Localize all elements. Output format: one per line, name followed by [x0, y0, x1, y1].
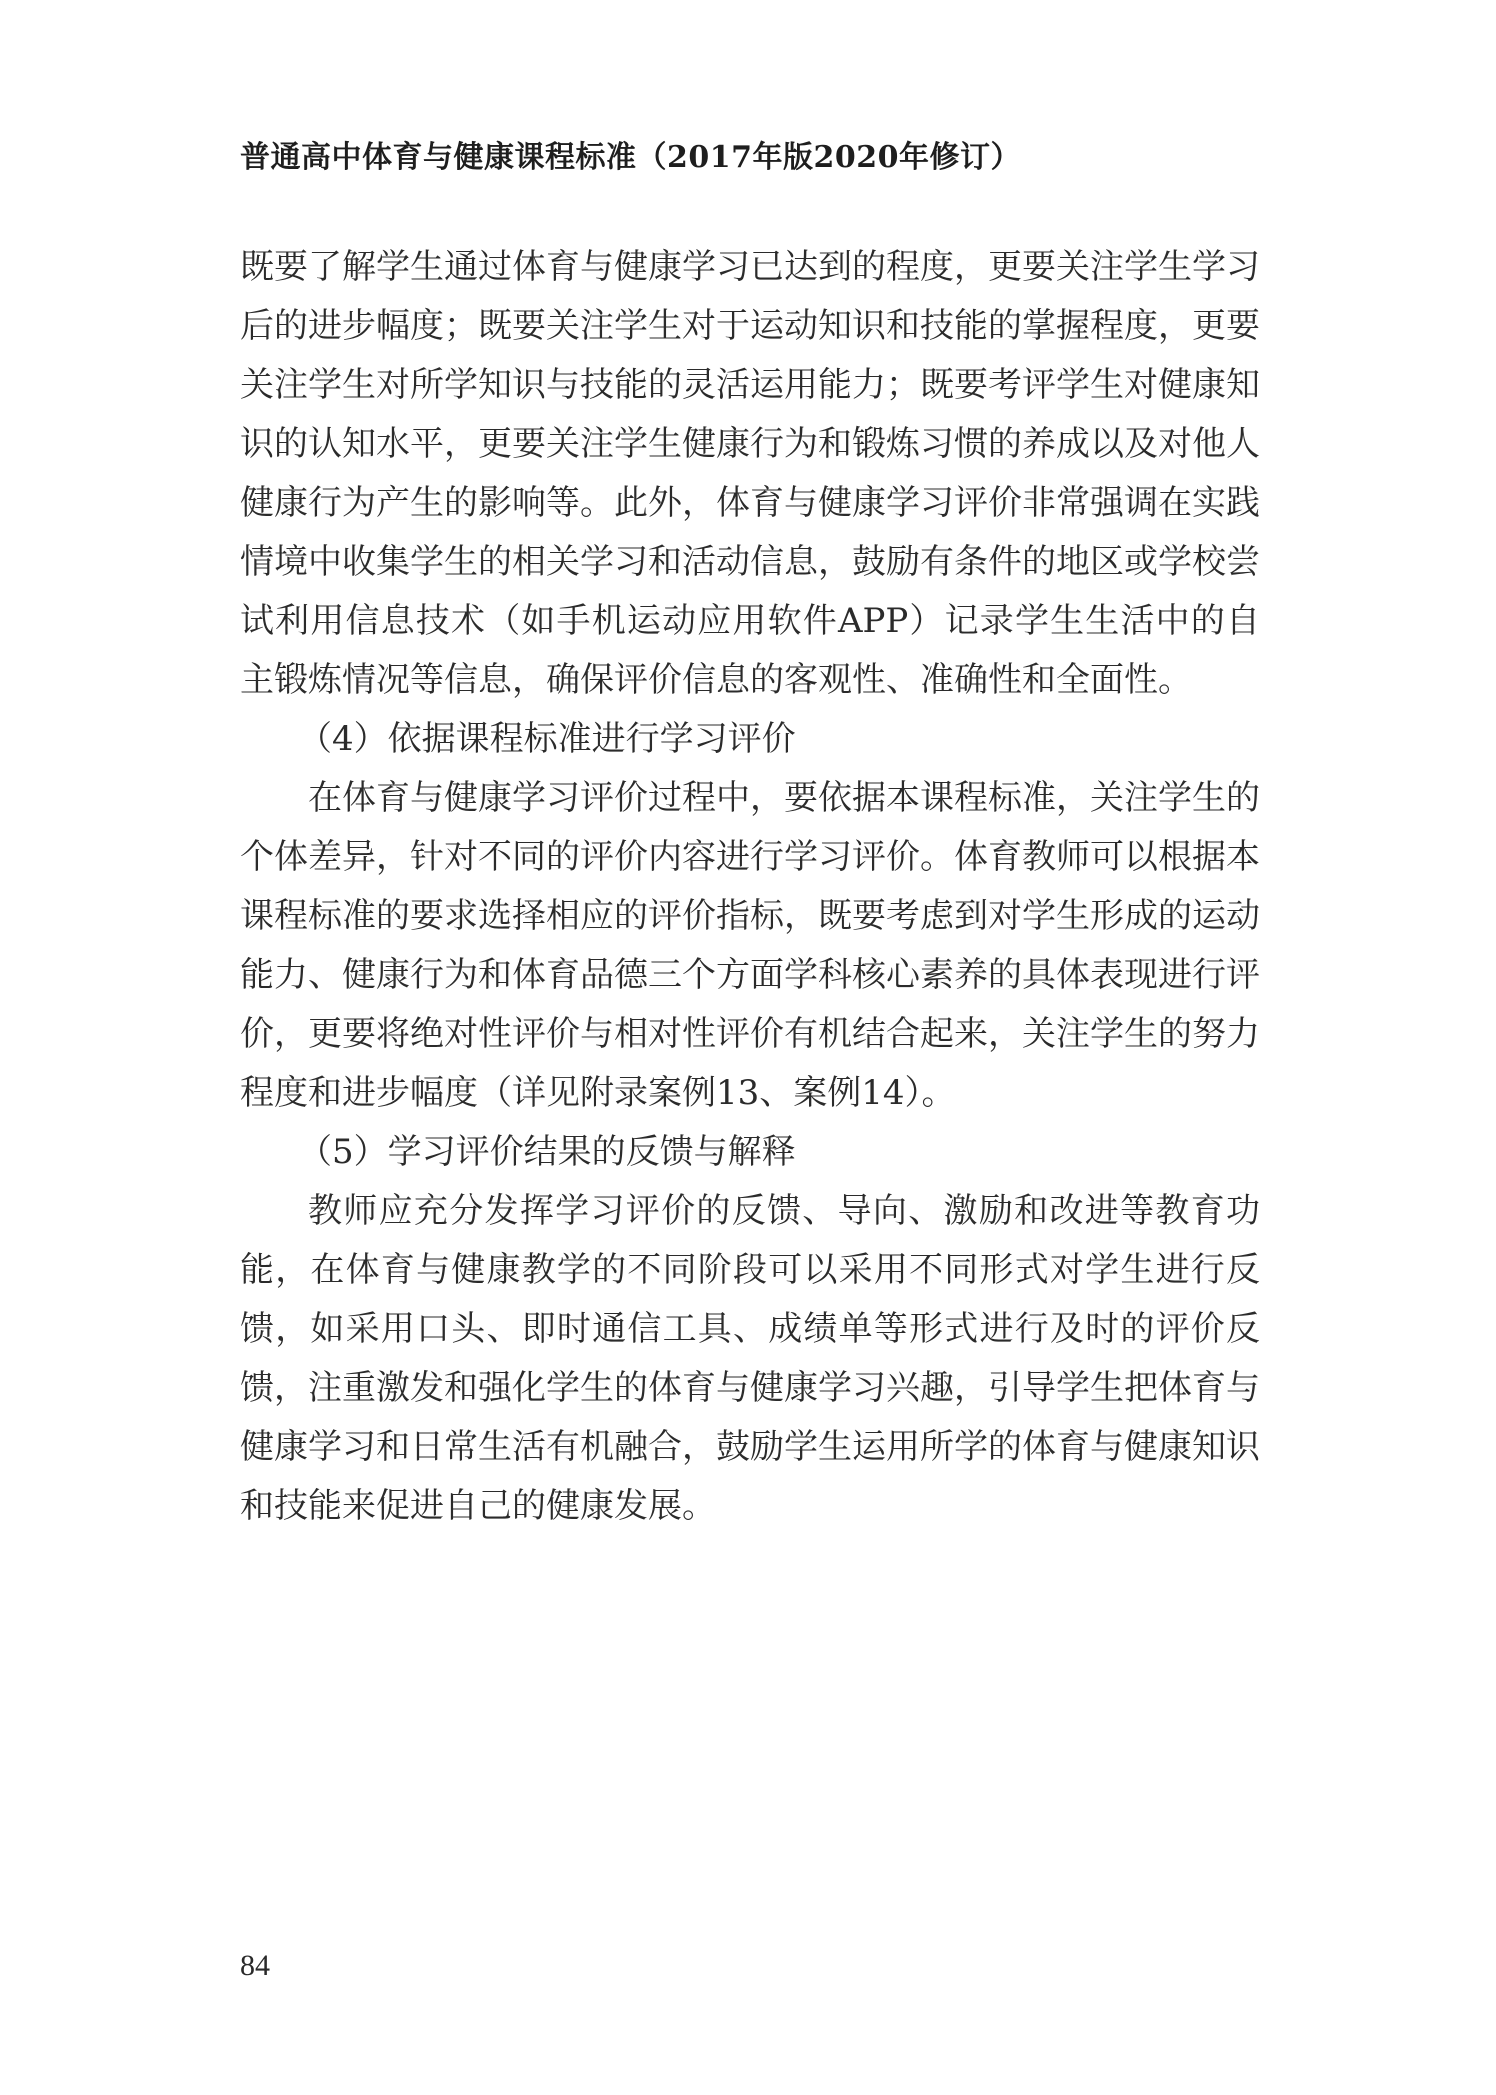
subheading-5: （5）学习评价结果的反馈与解释: [298, 1132, 796, 1172]
paragraph-continuation: 既要了解学生通过体育与健康学习已达到的程度，更要关注学生学习后的进步幅度；既要关注学生对于运动知识和技能的掌握程度，更要关注学生对所学知识与技能的灵活运用能力；既要考评学生对健康知识的认知水平，更要关注学生健康行为和锻炼习惯的养成以及对他人健康行为产生的影响等。此外，体育与健康学习评价非常强调在实践情境中收集学生的相关学习和活动信息，鼓励有条件的地区或学校尝试利用信息技术（如手机运动应用软件APP）记录学生生活中的自主锻炼情况等信息，确保评价信息的客观性、准确性和全面性。: [240, 247, 1260, 700]
subheading-4: （4）依据课程标准进行学习评价: [298, 719, 796, 759]
paragraph-feedback: 教师应充分发挥学习评价的反馈、导向、激励和改进等教育功能，在体育与健康教学的不同阶段可以采用不同形式对学生进行反馈，如采用口头、即时通信工具、成绩单等形式进行及时的评价反馈，注重激发和强化学生的体育与健康学习兴趣，引导学生把体育与健康学习和日常生活有机融合，鼓励学生运用所学的体育与健康知识和技能来促进自己的健康发展。: [240, 1191, 1260, 1526]
page-number: 84: [240, 1949, 270, 1982]
paragraph-assessment-standards: 在体育与健康学习评价过程中，要依据本课程标准，关注学生的个体差异，针对不同的评价内容进行学习评价。体育教师可以根据本课程标准的要求选择相应的评价指标，既要考虑到对学生形成的运动能力、健康行为和体育品德三个方面学科核心素养的具体表现进行评价，更要将绝对性评价与相对性评价有机结合起来，关注学生的努力程度和进步幅度（详见附录案例13、案例14）。: [240, 778, 1260, 1113]
running-header: 普通高中体育与健康课程标准（2017年版2020年修订）: [240, 140, 1021, 175]
body-text: [240, 238, 1260, 1536]
